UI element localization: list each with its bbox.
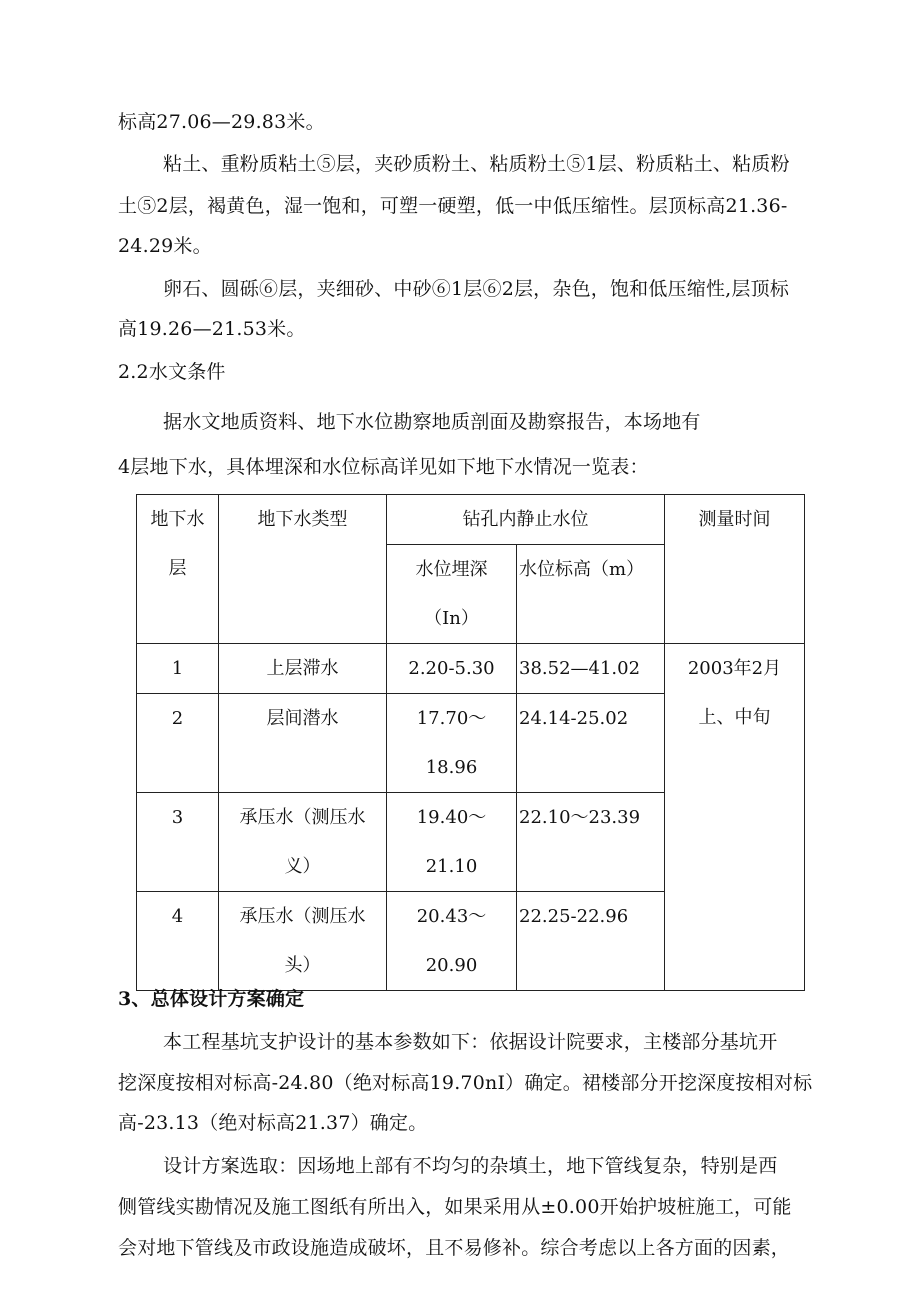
section-heading: 3、总体设计方案确定: [118, 988, 305, 1010]
paragraph-line: 24.29米。: [118, 235, 212, 257]
cell-depth: 17.70～ 18.96: [387, 694, 517, 793]
header-cell-time: 测量时间: [665, 495, 805, 644]
section-heading: 2.2水文条件: [118, 361, 226, 383]
header-cell-depth: 水位埋深 （In）: [387, 545, 517, 644]
cell-depth: 19.40～ 21.10: [387, 793, 517, 892]
cell-type: 层间潜水: [219, 694, 387, 793]
cell-measure-time: 2003年2月 上、中旬: [665, 644, 805, 991]
cell-layer: 2: [137, 694, 219, 793]
cell-depth: 2.20-5.30: [387, 644, 517, 694]
paragraph-line: 4层地下水，具体埋深和水位标高详见如下地下水情况一览表：: [118, 456, 649, 478]
cell-layer: 3: [137, 793, 219, 892]
paragraph-line: 卵石、圆砾⑥层，夹细砂、中砂⑥1层⑥2层，杂色，饱和低压缩性,层顶标: [163, 278, 790, 300]
paragraph-line: 标高27.06—29.83米。: [118, 111, 325, 133]
paragraph-line: 本工程基坑支护设计的基本参数如下：依据设计院要求，主楼部分基坑开: [163, 1031, 778, 1053]
paragraph-line: 挖深度按相对标高-24.80（绝对标高19.70nI）确定。裙楼部分开挖深度按相对标: [118, 1072, 813, 1094]
header-cell-elevation: 水位标高（m）: [517, 545, 665, 644]
paragraph-line: 侧管线实勘情况及施工图纸有所出入，如果采用从±0.00开始护坡桩施工，可能: [118, 1196, 792, 1218]
table-row: [137, 644, 805, 694]
cell-type: 上层滞水: [219, 644, 387, 694]
paragraph-line: 会对地下管线及市政设施造成破坏，且不易修补。综合考虑以上各方面的因素，: [118, 1237, 791, 1259]
paragraph-line: 高-23.13（绝对标高21.37）确定。: [118, 1112, 428, 1134]
cell-type: 承压水（测压水 义）: [219, 793, 387, 892]
paragraph-line: 高19.26—21.53米。: [118, 318, 306, 340]
cell-layer: 1: [137, 644, 219, 694]
cell-elevation: 38.52—41.02: [517, 644, 665, 694]
paragraph-line: 粘土、重粉质粘土⑤层，夹砂质粉土、粘质粉土⑤1层、粉质粘土、粘质粉: [163, 153, 790, 175]
header-cell-type: 地下水类型: [219, 495, 387, 644]
paragraph-line: 据水文地质资料、地下水位勘察地质剖面及勘察报告，本场地有: [163, 411, 701, 433]
cell-depth: 20.43～ 20.90: [387, 892, 517, 991]
header-cell-layer: 地下水 层: [137, 495, 219, 644]
groundwater-table: [136, 494, 805, 991]
header-cell-static-level: 钻孔内静止水位: [387, 495, 665, 545]
paragraph-line: 设计方案选取：因场地上部有不均匀的杂填土，地下管线复杂，特别是西: [163, 1155, 778, 1177]
cell-elevation: 22.25-22.96: [517, 892, 665, 991]
cell-layer: 4: [137, 892, 219, 991]
cell-type: 承压水（测压水 头）: [219, 892, 387, 991]
cell-elevation: 24.14-25.02: [517, 694, 665, 793]
paragraph-line: 土⑤2层，褐黄色，湿一饱和，可塑一硬塑，低一中低压缩性。层顶标高21.36-: [118, 195, 788, 217]
cell-elevation: 22.10～23.39: [517, 793, 665, 892]
